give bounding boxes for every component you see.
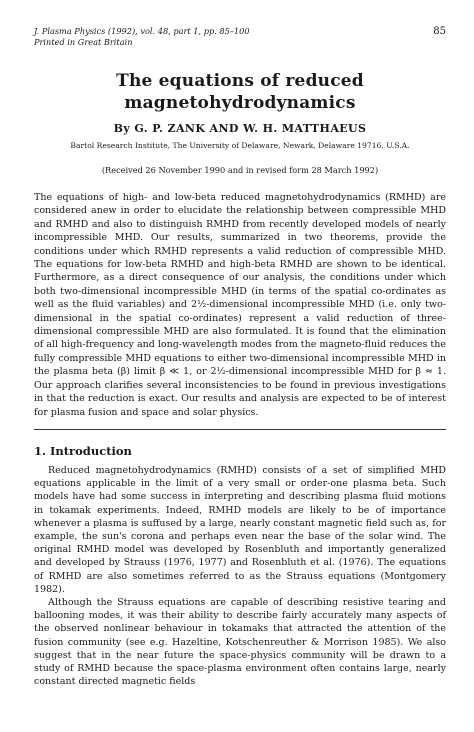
printed-in-line: Printed in Great Britain <box>34 37 133 47</box>
introduction-body <box>34 464 446 688</box>
authors: By G. P. ZANK AND W. H. MATTHAEUS <box>113 122 367 135</box>
page-number: 85 <box>433 26 446 37</box>
running-header <box>34 26 446 37</box>
intro-paragraph-1: Reduced magnetohydrodynamics (RMHD) consists of a set of simplified MHD equations applicable in the limit of a very small or order-one plasma beta. Such models have had some success in interpreting and describing plasma fluid motions in tokamak experiments. Indeed, RMHD models are likely to be of importance whenever a plasma is suffused by a large, nearly constant magnetic field such as, for example, the sun's corona and perhaps even near the base of the solar wind. The original RMHD model was developed by Rosenbluth and importantly generalized and developed by Strauss (1976, 1977) and Rosenbluth et al. (1976). The equations of RMHD are also sometimes referred to as the Strauss equations (Montgomery 1982). <box>34 464 446 595</box>
paper-title <box>34 70 446 114</box>
intro-paragraph-2: Although the Strauss equations are capable of describing resistive tearing and ballooning modes, it was their ability to describe fairly accurately many aspects of the observed nonlinear behaviour in tokamaks that attracted the attention of the fusion community (see e.g. Hazeltine, Kotschenreuther & Morrison 1985). We also suggest that in the near future the space-physics community will be drawn to a study of RMHD because the space-plasma environment often contains large, nearly constant directed magnetic fields <box>34 596 446 688</box>
title-line-1: The equations of reduced <box>116 71 364 91</box>
paper-page <box>34 26 446 688</box>
abstract: The equations of high- and low-beta reduced magnetohydrodynamics (RMHD) are considered anew in order to elucidate the relationship between compressible MHD and RMHD and also to distinguish RMHD from recently developed models of nearly incompressible MHD. Our results, summarized in two theorems, provide the conditions under which RMHD represents a valid reduction of compressible MHD. The equations for low-beta RMHD and high-beta RMHD are shown to be identical. Furthermore, as a direct consequence of our analysis, the conditions under which both two-dimensional incompressible MHD (in terms of the spatial co-ordinates as well as the fluid variables) and 2½-dimensional incompressible MHD (i.e. only two-dimensional in the spatial co-ordinates) represent a valid reduction of three-dimensional compressible MHD are also formulated. It is found that the elimination of all high-frequency and long-wavelength modes from the magneto-fluid reduces the fully compressible MHD equations to either two-dimensional incompressible MHD in the plasma beta (β) limit β ≪ 1, or 2½-dimensional incompressible MHD for β ≈ 1. Our approach clarifies several inconsistencies to be found in previous investigations in that the reduction is exact. Our results and analysis are expected to be of interest for plasma fusion and space and solar physics. <box>34 192 446 418</box>
section-heading: 1. Introduction <box>34 443 132 458</box>
journal-citation: J. Plasma Physics (1992), vol. 48, part 1, pp. 85–100 <box>34 26 250 36</box>
affiliation: Bartol Research Institute, The University of Delaware, Newark, Delaware 19716, U.S.A. <box>70 141 410 150</box>
section-divider <box>34 429 446 430</box>
received-dates: (Received 26 November 1990 and in revised form 28 March 1992) <box>101 165 379 175</box>
title-line-2: magnetohydrodynamics <box>124 93 356 113</box>
